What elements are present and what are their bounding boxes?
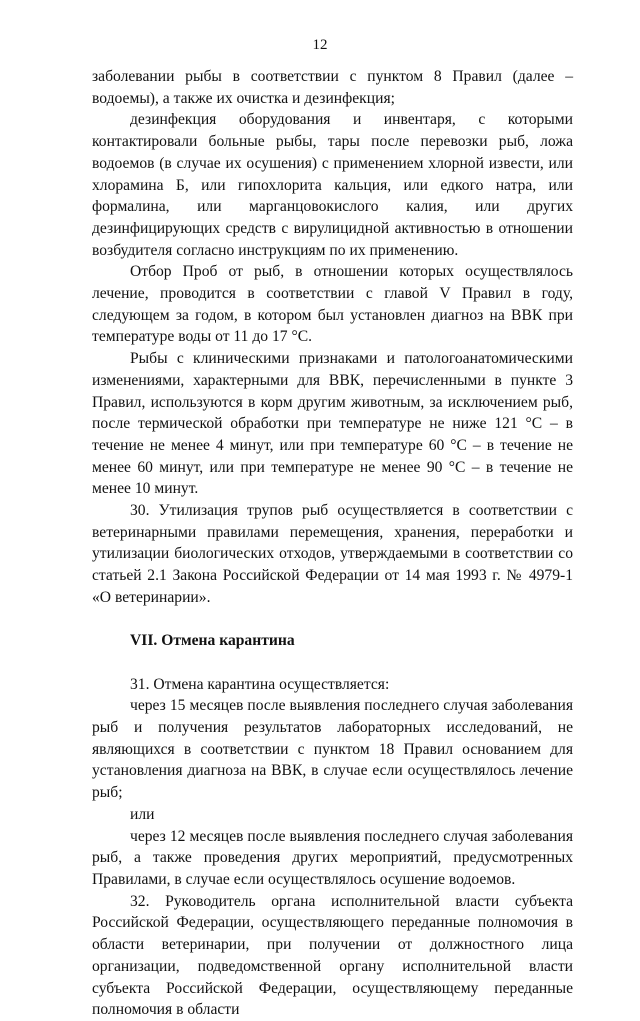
paragraph-continuation: заболевании рыбы в соответствии с пунктом 8 Правил (далее – водоемы), а также их очистка и дезинфекция; bbox=[92, 68, 573, 107]
paragraph-31: 31. Отмена карантина осуществляется: bbox=[130, 675, 390, 693]
paragraph-30: 30. Утилизация трупов рыб осуществляется в соответствии с ветеринарными правилами перемещения, хранения, переработки и утилизации биологических отходов, утверждаемыми в соответствии со статьей 2.1 Закона Российской Федерации от 14 мая 1993 г. № 4979-1 «О ветеринарии». bbox=[92, 502, 573, 606]
section-heading: VII. Отмена карантина bbox=[130, 632, 295, 650]
paragraph-option-15-months: через 15 месяцев после выявления последнего случая заболевания рыб и получения результатов лабораторных исследований, не являющихся в соответствии с пунктом 18 Правил основанием для установления диагноза на ВВК, в случае если осуществлялось лечение рыб; bbox=[92, 697, 573, 802]
paragraph-option-12-months: через 12 месяцев после выявления последнего случая заболевания рыб, а также проведения других мероприятий, предусмотренных Правилами, в случае если осуществлялось осушение водоемов. bbox=[92, 827, 573, 888]
paragraph-sampling: Отбор Проб от рыб, в отношении которых осуществлялось лечение, проводится в соответствии с главой V Правил в году, следующем за годом, в котором был установлен диагноз на ВВК при температуре воды от 11 до 17 °С. bbox=[92, 263, 573, 346]
page-number: 12 bbox=[312, 37, 328, 53]
paragraph-fish-feed: Рыбы с клиническими признаками и патологоанатомическими изменениями, характерными для ВВК, перечисленными в пункте 3 Правил, используются в корм другим животным, за исключением рыб, после термической обработки при температуре не ниже 121 °С – в течение не менее 4 минут, или при температуре 60 °С – в течение не менее 60 минут, или при температуре не менее 90 °С – в течение не менее 10 минут. bbox=[92, 350, 573, 498]
spacer bbox=[92, 609, 573, 631]
document-body bbox=[92, 66, 573, 1021]
paragraph-32: 32. Руководитель органа исполнительной власти субъекта Российской Федерации, осуществляющего переданные полномочия в области ветеринарии, при получении от должностного лица организации, подведомственной органу исполнительной власти субъекта Российской Федерации, осуществляющему переданные полномочия в области bbox=[92, 892, 573, 1019]
paragraph-or: или bbox=[130, 805, 155, 823]
spacer bbox=[92, 652, 573, 674]
paragraph-disinfection: дезинфекция оборудования и инвентаря, с которыми контактировали больные рыбы, тары после перевозки рыб, ложа водоемов (в случае их осушения) с применением хлорной извести, или хлорамина Б, или гипохлорита кальция, или едкого натра, или формалина, или марганцовокислого калия, или других дезинфицирующих средств с вирулицидной активностью в отношении возбудителя согласно инструкциям по их применению. bbox=[92, 111, 573, 259]
